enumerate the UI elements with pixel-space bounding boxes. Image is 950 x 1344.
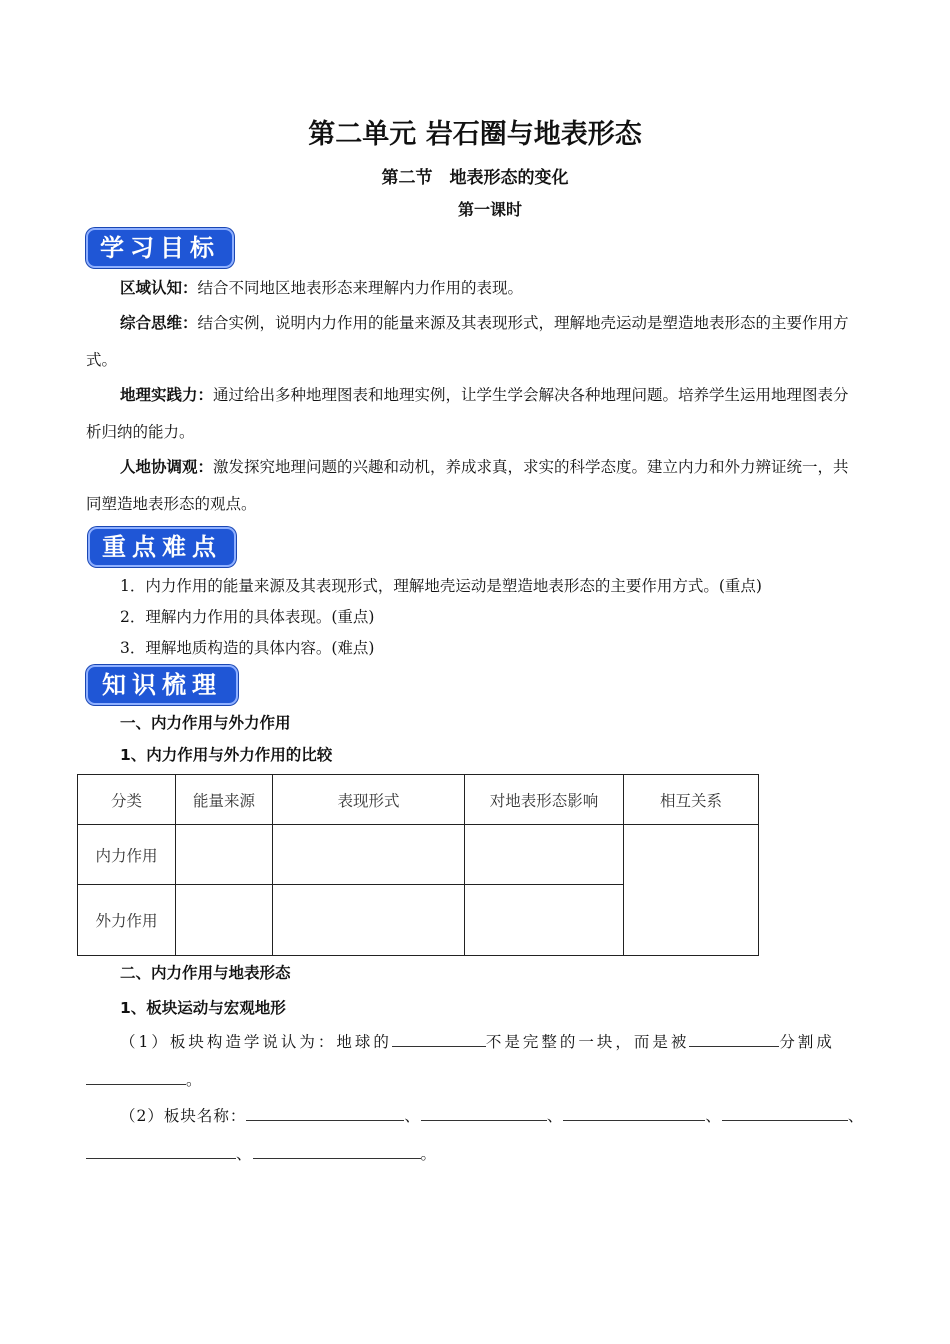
blank-line <box>392 1030 486 1047</box>
answer-cell <box>465 825 624 885</box>
answer-cell <box>176 885 273 956</box>
question-2: （2）板块名称： 、 、 、 、 <box>120 1104 864 1126</box>
section-internal-landform: 二、内力作用与地表形态 <box>120 964 291 982</box>
header-relation: 相互关系 <box>624 775 759 825</box>
header-form: 表现形式 <box>273 775 465 825</box>
blank-line <box>722 1104 848 1121</box>
question-2-cont: 、 。 <box>86 1142 437 1164</box>
subsection-comparison: 1、内力作用与外力作用的比较 <box>120 746 333 764</box>
objective-regional: 区域认知：结合不同地区地表形态来理解内力作用的表现。 <box>120 279 524 297</box>
blank-line <box>246 1104 404 1121</box>
answer-cell <box>465 885 624 956</box>
answer-cell <box>176 825 273 885</box>
blank-line <box>689 1030 779 1047</box>
header-influence: 对地表形态影响 <box>465 775 624 825</box>
subsection-plate-motion: 1、板块运动与宏观地形 <box>120 999 286 1017</box>
key-point-3: 3．理解地质构造的具体内容。(难点) <box>120 639 375 657</box>
blank-line <box>563 1104 705 1121</box>
answer-cell-relation <box>624 825 759 956</box>
objective-harmony: 人地协调观：激发探究地理问题的兴趣和动机，养成求真，求实的科学态度。建立内力和外力辨证统一，共同塑造地表形态的观点。 <box>86 458 849 513</box>
section-subtitle: 第二节 地表形态的变化 <box>381 168 569 188</box>
key-point-2: 2．理解内力作用的具体表现。(重点) <box>120 608 375 626</box>
blank-line <box>421 1104 547 1121</box>
page-title: 第二单元 岩石圈与地表形态 <box>308 119 642 150</box>
blank-line <box>253 1142 421 1159</box>
section-internal-external: 一、内力作用与外力作用 <box>120 714 291 732</box>
question-1: （1）板块构造学说认为：地球的 不是完整的一块，而是被 分割成 <box>120 1030 835 1052</box>
blank-line <box>86 1142 236 1159</box>
question-1-cont: 。 <box>86 1068 205 1090</box>
comparison-table <box>77 774 759 956</box>
key-point-1: 1．内力作用的能量来源及其表现形式，理解地壳运动是塑造地表形态的主要作用方式。(重点) <box>120 577 762 595</box>
key-points-badge: 重点难点 <box>88 527 236 567</box>
row-label-external: 外力作用 <box>78 885 176 956</box>
header-category: 分类 <box>78 775 176 825</box>
answer-cell <box>273 885 465 956</box>
blank-line <box>86 1068 186 1085</box>
answer-cell <box>273 825 465 885</box>
lesson-label: 第一课时 <box>457 200 522 219</box>
objectives-badge: 学习目标 <box>86 228 234 268</box>
objective-synthesis: 综合思维：结合实例，说明内力作用的能量来源及其表现形式，理解地壳运动是塑造地表形态的主要作用方式。 <box>86 314 849 369</box>
knowledge-badge: 知识梳理 <box>86 665 238 705</box>
objective-practice: 地理实践力：通过给出多种地理图表和地理实例，让学生学会解决各种地理问题。培养学生运用地理图表分析归纳的能力。 <box>86 386 849 441</box>
header-energy-source: 能量来源 <box>176 775 273 825</box>
row-label-internal: 内力作用 <box>78 825 176 885</box>
